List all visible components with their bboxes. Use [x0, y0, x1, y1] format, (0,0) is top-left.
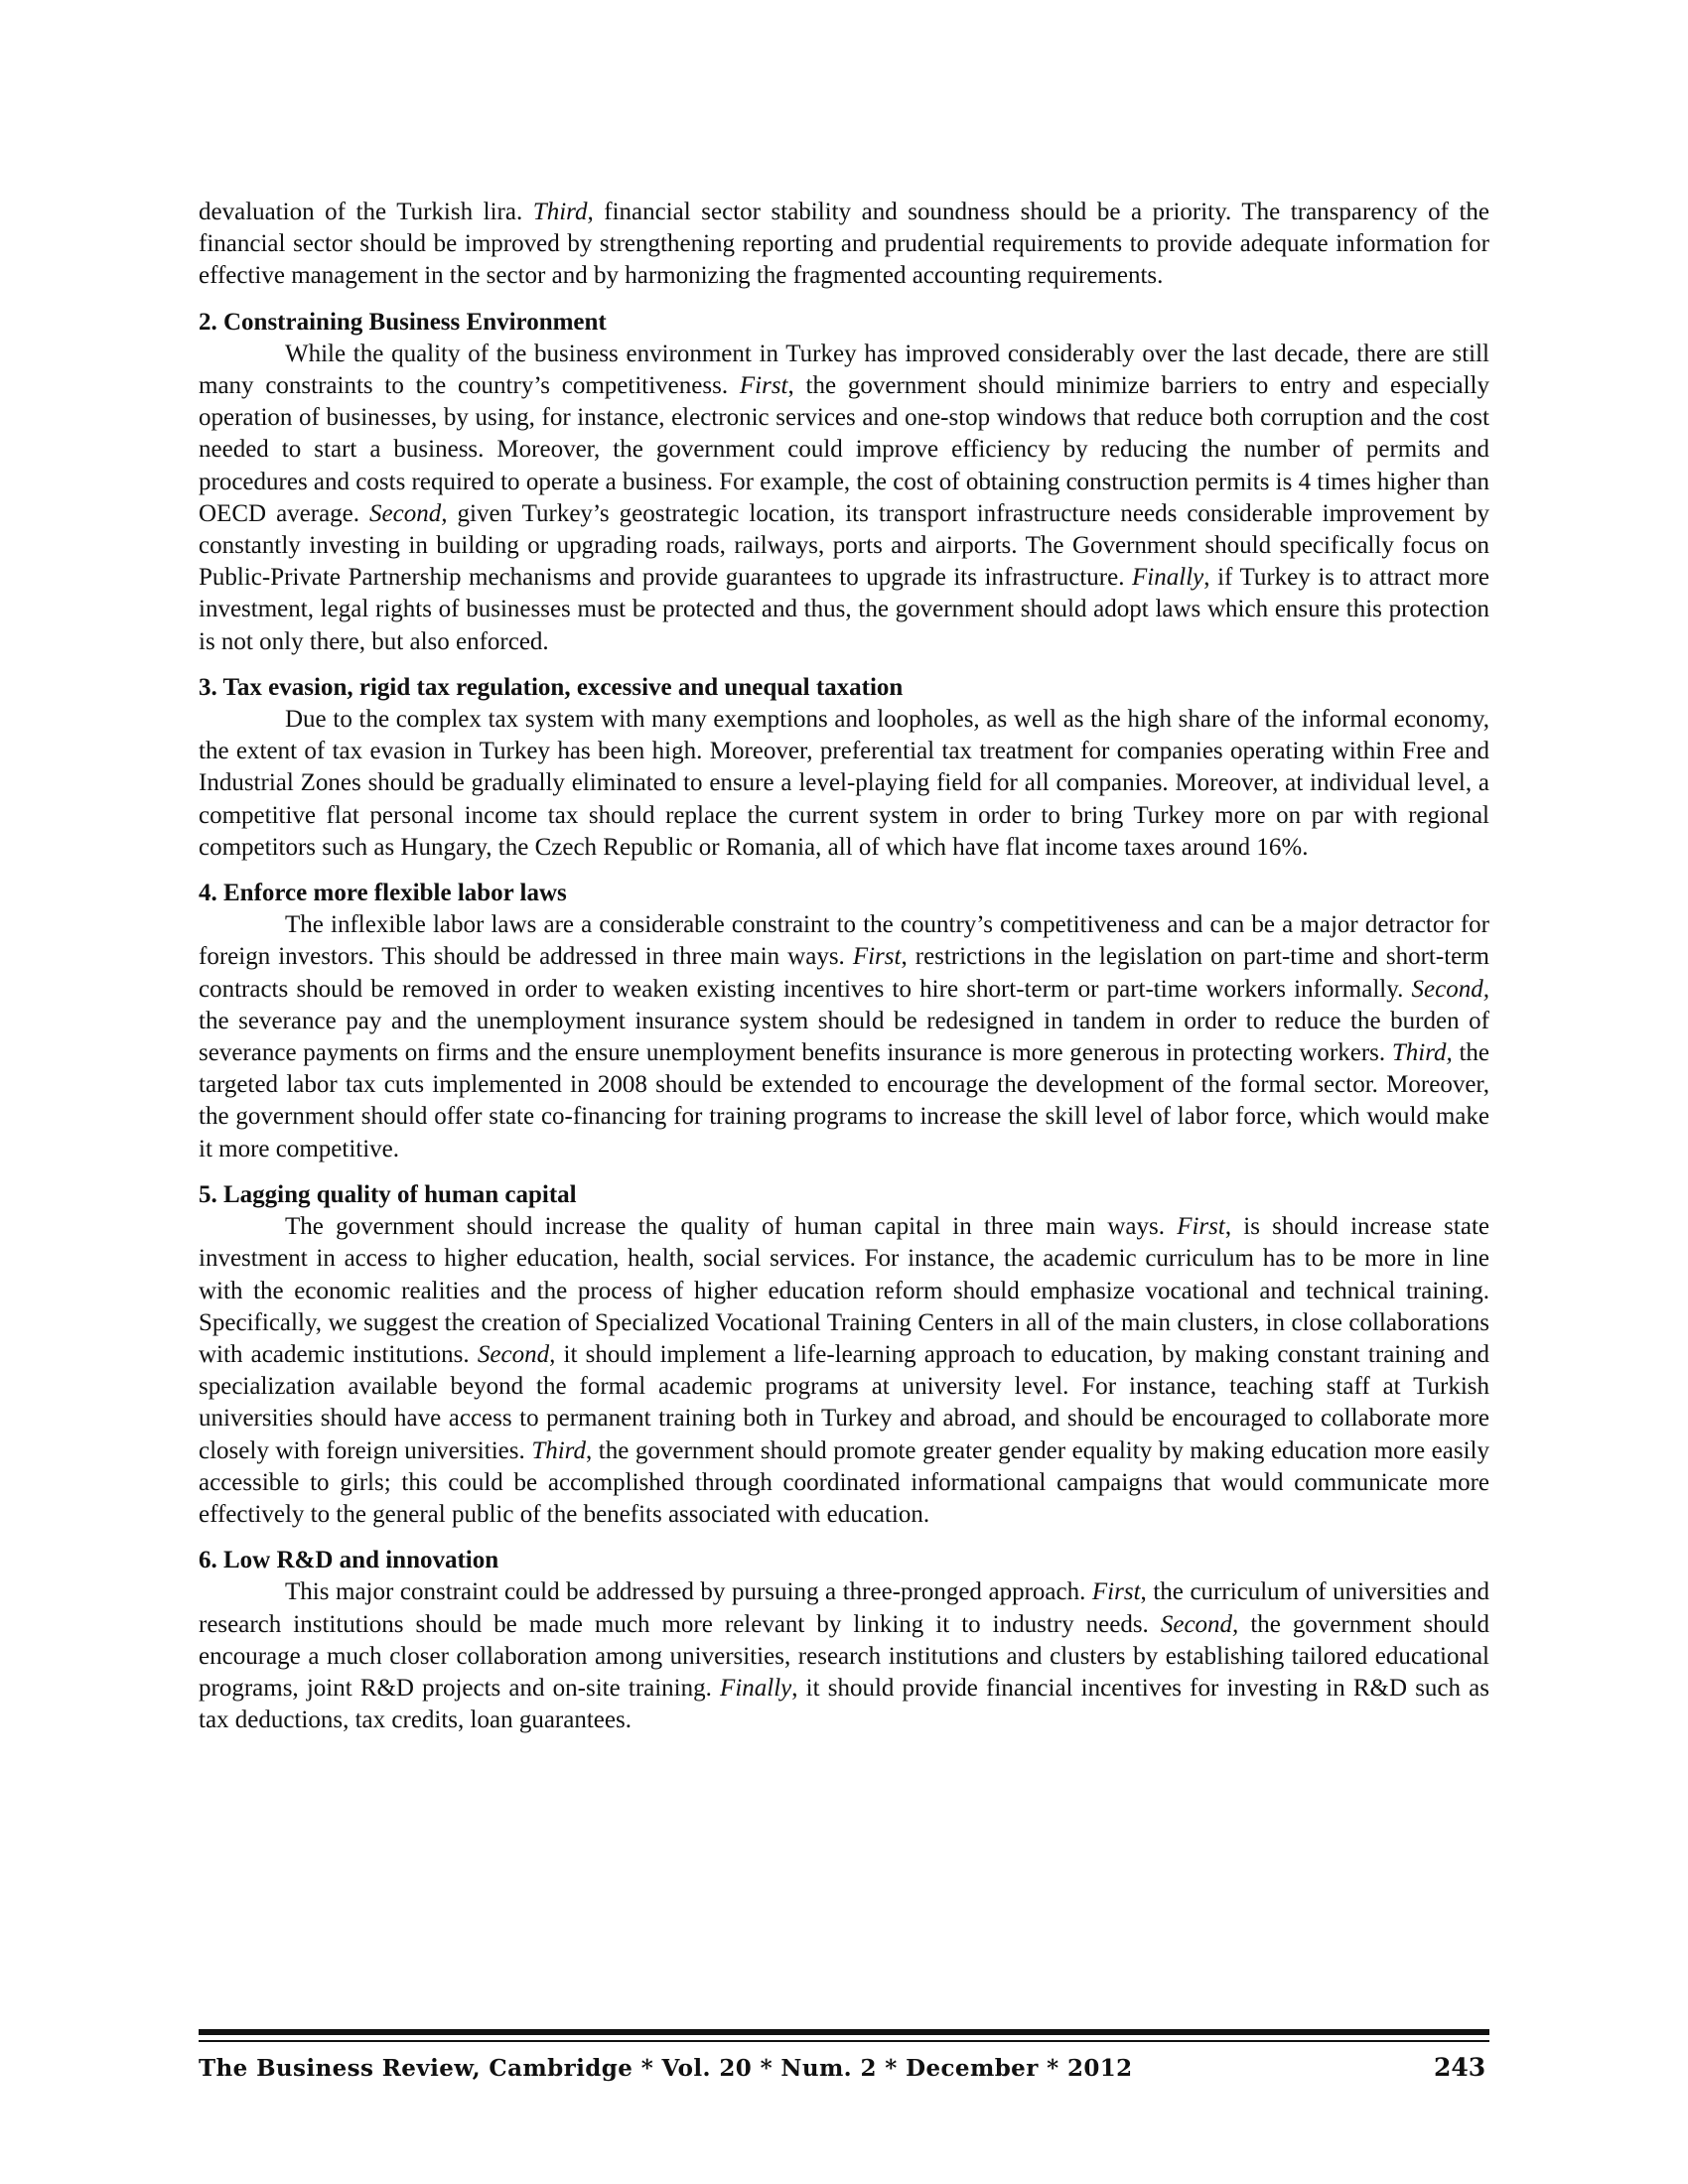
- emphasis: First: [1177, 1213, 1225, 1241]
- text-run: This major constraint could be addressed by pursuing a three-pronged approach.: [285, 1578, 1092, 1606]
- page-content: [199, 197, 1489, 1736]
- footer-journal-info: The Business Review, Cambridge * Vol. 20 * Num. 2 * December * 2012: [199, 2055, 1133, 2082]
- text-run: the government should encourage a much closer collaboration among universities, research institutions and clusters by establishing tailored educational programs, joint R&D projects and on-site training.: [199, 1610, 1489, 1702]
- emphasis: Third,: [532, 199, 594, 225]
- emphasis: First: [1091, 1578, 1141, 1606]
- section-paragraph-5: [199, 1211, 1489, 1531]
- text-run: , is should increase state investment in access to higher education, health, social services. For instance, the academic curriculum has to be more in line with the economic realities and the process of higher education reform should emphasize vocational and technical training. Specifically, we suggest the creation of Specialized Vocational Training Centers in all of the main clusters, in close collaborations with academic institutions.: [199, 1213, 1489, 1368]
- text-run: the severance pay and the unemployment insurance system should be redesigned in tandem in order to reduce the burden of severance payments on firms and the ensure unemployment benefits insurance is more generous in protecting workers.: [199, 1007, 1489, 1067]
- emphasis: Third: [531, 1436, 586, 1464]
- text-run: it should implement a life-learning approach to education, by making constant training and specialization available beyond the formal academic programs at university level. For instance, teaching staff at Turkish universities should have access to permanent training both in Turkey and abroad, and should be encouraged to collaborate more closely with foreign universities.: [199, 1340, 1489, 1464]
- emphasis: Third,: [1391, 1039, 1453, 1067]
- section-paragraph-3: [199, 704, 1489, 864]
- emphasis: First: [852, 943, 902, 971]
- text-run: the targeted labor tax cuts implemented in 2008 should be extended to encourage the development of the formal sector. Moreover, the government should offer state co-financing for training programs to increase the skill level of labor force, which would make it more competitive.: [199, 1039, 1489, 1162]
- section-heading-6: 6. Low R&D and innovation: [199, 1547, 499, 1574]
- section-heading-5: 5. Lagging quality of human capital: [199, 1180, 577, 1208]
- emphasis: Second,: [369, 499, 448, 527]
- text-run: , it should provide financial incentives for investing in R&D such as tax deductions, tax credits, loan guarantees.: [199, 1674, 1490, 1734]
- text-run: Due to the complex tax system with many exemptions and loopholes, as well as the high share of the informal economy, the extent of tax evasion in Turkey has been high. Moreover, preferential tax treatment for companies operating within Free and Industrial Zones should be gradually eliminated to ensure a level-playing field for all companies. Moreover, at individual level, a competitive flat personal income tax should replace the current system in order to bring Turkey more on par with regional competitors such as Hungary, the Czech Republic or Romania, all of which have flat income taxes around 16%.: [199, 706, 1489, 861]
- emphasis: Second,: [1411, 975, 1489, 1003]
- text-run: , the government should minimize barriers to entry and especially operation of businesses, by using, for instance, electronic services and one-stop windows that reduce both corruption and the cost needed to start a business. Moreover, the government could improve efficiency by reducing the number of permits and procedures and costs required to operate a business. For example, the cost of obtaining construction permits is 4 times higher than OECD average.: [199, 372, 1489, 527]
- text-run: , restrictions in the legislation on part-time and short-term contracts should be removed in order to weaken existing incentives to hire short-term or part-time workers informally.: [199, 943, 1490, 1003]
- emphasis: Finally: [1132, 564, 1204, 592]
- section-paragraph-6: [199, 1576, 1489, 1736]
- emphasis: Second,: [1160, 1610, 1239, 1638]
- text-run: , the curriculum of universities and research institutions should be made much more relevant by linking it to industry needs.: [199, 1578, 1489, 1638]
- emphasis: First: [739, 372, 788, 400]
- intro-paragraph: [199, 197, 1489, 293]
- emphasis: Second,: [477, 1340, 556, 1368]
- text-run: The government should increase the quality of human capital in three main ways.: [285, 1213, 1178, 1241]
- footer-rule-thin: [199, 2040, 1489, 2042]
- section-heading-3: 3. Tax evasion, rigid tax regulation, excessive and unequal taxation: [199, 673, 904, 701]
- text-run: The inflexible labor laws are a considerable constraint to the country’s competitiveness and can be a major detractor for foreign investors. This should be addressed in three main ways.: [199, 911, 1489, 971]
- text-run: devaluation of the Turkish lira.: [199, 199, 533, 225]
- footer-rule-thick: [199, 2029, 1489, 2035]
- section-heading-2: 2. Constraining Business Environment: [199, 308, 607, 336]
- emphasis: Finally: [720, 1674, 792, 1702]
- page-number: 243: [1434, 2053, 1486, 2082]
- text-run: , the government should promote greater gender equality by making education more easily accessible to girls; this could be accomplished through coordinated informational campaigns that would communicate more effectively to the general public of the benefits associated with education.: [199, 1436, 1489, 1528]
- text-run: financial sector stability and soundness should be a priority. The transparency of the financial sector should be improved by strengthening reporting and prudential requirements to provide adequate information for effective management in the sector and by harmonizing the fragmented accounting requirements.: [199, 199, 1489, 290]
- section-paragraph-4: [199, 909, 1489, 1165]
- text-run: While the quality of the business environment in Turkey has improved considerably over the last decade, there are still many constraints to the country’s competitiveness.: [199, 340, 1489, 400]
- section-paragraph-2: [199, 339, 1489, 658]
- text-run: given Turkey’s geostrategic location, its transport infrastructure needs considerable improvement by constantly investing in building or upgrading roads, railways, ports and airports. The Government should specifically focus on Public-Private Partnership mechanisms and provide guarantees to upgrade its infrastructure.: [199, 499, 1489, 592]
- text-run: , if Turkey is to attract more investment, legal rights of businesses must be protected and thus, the government should adopt laws which ensure this protection is not only there, but also enforced.: [199, 564, 1489, 655]
- section-heading-4: 4. Enforce more flexible labor laws: [199, 880, 567, 907]
